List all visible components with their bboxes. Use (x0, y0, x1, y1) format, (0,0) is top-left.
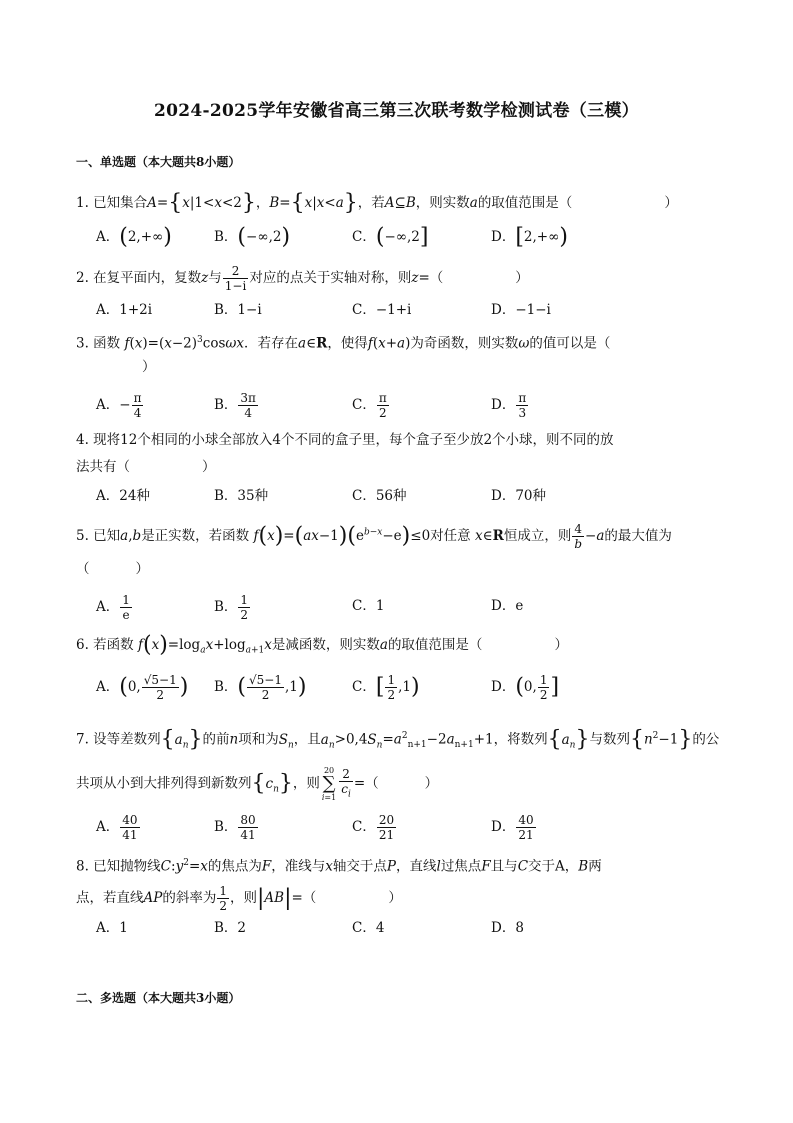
question-4-line-1: 4. 现将12个相同的小球全部放入4个不同的盒子里，每个盒子至少放2个小球，则不同的放 (76, 432, 614, 448)
question-1: 1. 已知集合A={x|1<x<2}，B={x|x<a}，若A⊆B，则实数a的取值范围是（ ） (76, 190, 678, 216)
q5-option-d[interactable]: D．e (491, 598, 524, 614)
q1-option-d[interactable]: D．[2,+∞) (491, 224, 568, 250)
q3-option-b[interactable]: B． $\frac{3\pi}{4}$ (214, 391, 256, 420)
question-3: 3. 函数 $f(x)=(x-2)^3\cos\omega x$．若存在a∈R，使得f(x+a)为奇函数，则实数ω的值可以是（ (76, 335, 611, 352)
question-7-line-2: 共项从小到大排列得到新数列$\{c_n\}$，则20 ∑ i=1 $\frac{2}{c_i}$ =（ ） (76, 766, 439, 802)
q1-option-c[interactable]: C．(−∞,2] (352, 224, 429, 250)
q2-option-b[interactable]: B．1−i (214, 302, 262, 318)
q4-option-d[interactable]: D．70种 (491, 488, 547, 504)
q6-option-b[interactable]: B．( $\frac{√5-1}{2}$ ,1) (214, 673, 307, 702)
q2-option-c[interactable]: C．−1+i (352, 302, 412, 318)
q5-option-a[interactable]: A． $\frac{1}{e}$ (96, 593, 130, 622)
q6-option-c[interactable]: C．[ $\frac{1}{2}$ ,1) (352, 673, 420, 702)
question-5-paren: （ ） (76, 561, 149, 577)
question-8-line-1: 8. 已知抛物线$C:y^2=x$的焦点为F，准线与x轴交于点P，直线l过焦点F且与C交于A，B两 (76, 858, 602, 875)
question-7-line-1: 7. 设等差数列$\{a_n\}$的前n项和为$S_n$，且$a_n>0,4S_n=a^2_{n+1}-2a_{n+1}+1$，将数列$\{a_n\}$与数列$\{n^2-1\}$的公 (76, 727, 720, 752)
section-multi-choice: 二、多选题（本大题共3小题） (76, 991, 241, 1005)
page-title: 2024-2025学年安徽省高三第三次联考数学检测试卷（三模） (154, 101, 639, 121)
q8-option-d[interactable]: D．8 (491, 920, 524, 936)
q8-option-b[interactable]: B．2 (214, 920, 247, 936)
q4-option-c[interactable]: C．56种 (352, 488, 407, 504)
q2-option-d[interactable]: D．−1−i (491, 302, 551, 318)
q3-option-d[interactable]: D． $\frac{\pi}{3}$ (491, 391, 527, 420)
q4-option-b[interactable]: B．35种 (214, 488, 269, 504)
q6-option-a[interactable]: A．(0, $\frac{√5-1}{2}$ ) (96, 673, 189, 702)
question-8-line-2: 点，若直线AP的斜率为 $\frac{1}{2}$ ，则|AB|=（ ） (76, 884, 402, 913)
q3-option-c[interactable]: C． $\frac{\pi}{2}$ (352, 391, 387, 420)
section-single-choice: 一、单选题（本大题共8小题） (76, 155, 241, 169)
q7-option-a[interactable]: A． $\frac{40}{41}$ (96, 813, 138, 842)
q1-option-b[interactable]: B．(−∞,2) (214, 224, 291, 250)
question-5: 5. 已知a,b是正实数，若函数 $f(x)=(ax-1)(e^{b-x}-e)\le 0$对任意 x∈R恒成立，则 $\frac{4}{b}$ −a的最大值为 (76, 522, 672, 551)
q5-option-b[interactable]: B． $\frac{1}{2}$ (214, 593, 249, 622)
q1-option-a[interactable]: A．(2,+∞) (96, 224, 172, 250)
question-2: 2. 在复平面内，复数z与 $\frac{2}{1-i}$ 对应的点关于实轴对称，则z=（ ） (76, 264, 529, 293)
q7-option-b[interactable]: B． $\frac{80}{41}$ (214, 813, 256, 842)
q7-option-d[interactable]: D． $\frac{40}{21}$ (491, 813, 534, 842)
q4-option-a[interactable]: A．24种 (96, 488, 150, 504)
q5-option-c[interactable]: C．1 (352, 598, 385, 614)
question-6: 6. 若函数 $f(x)=\log_ax+\log_{a+1}x$是减函数，则实数a的取值范围是（ ） (76, 632, 568, 658)
q8-option-a[interactable]: A．1 (96, 920, 128, 936)
q3-option-a[interactable]: A．− $\frac{\pi}{4}$ (96, 391, 142, 420)
q7-option-c[interactable]: C． $\frac{20}{21}$ (352, 813, 395, 842)
q2-option-a[interactable]: A．1+2i (96, 302, 153, 318)
question-3-paren: ） (142, 359, 156, 375)
q6-option-d[interactable]: D．(0, $\frac{1}{2}$ ] (491, 673, 560, 702)
q8-option-c[interactable]: C．4 (352, 920, 385, 936)
question-4-line-2: 法共有（ ） (76, 459, 216, 475)
